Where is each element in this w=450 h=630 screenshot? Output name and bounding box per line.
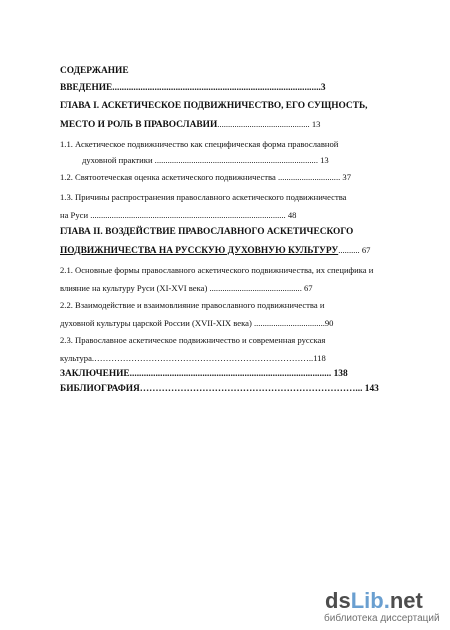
toc-entry-1-3-line1: 1.3. Причины распространения православного аскетического подвижничества xyxy=(60,192,347,202)
toc-entry-conclusion: ЗАКЛЮЧЕНИЕ...................................................................................... 138 xyxy=(60,369,348,379)
toc-entry-2-1-line1: 2.1. Основные формы православного аскетического подвижничества, их специфика и xyxy=(60,265,374,275)
watermark-logo: dsLib.net xyxy=(325,588,423,613)
toc-entry-1-1-line2: духовной практики ............................................................................ 13 xyxy=(82,155,329,165)
toc-entry-2-1-line2: влияние на культуру Руси (XI-XVI века) ........................................... 67 xyxy=(60,283,313,293)
toc-entry-intro: ВВЕДЕНИЕ.........................................................................................3 xyxy=(60,83,326,93)
toc-entry-1-2: 1.2. Святоотеческая оценка аскетического подвижничества ............................. 37 xyxy=(60,172,351,182)
toc-entry-1-1-line1: 1.1. Аскетическое подвижничество как специфическая форма православной xyxy=(60,139,339,149)
watermark xyxy=(324,589,449,627)
toc-entry-2-2-line1: 2.2. Взаимодействие и взаимовлияние православного подвижничества и xyxy=(60,300,325,310)
toc-entry-chapter1-line2 xyxy=(60,119,320,131)
toc-entry-chapter2-line2 xyxy=(60,245,370,257)
toc-entry-2-3-line1: 2.3. Православное аскетическое подвижничество и современная русская xyxy=(60,335,326,345)
chapter1-page-ref: ........................................... 13 xyxy=(217,119,321,129)
toc-entry-2-2-line2: духовной культуры царской России (XVII-XIX века) .................................90 xyxy=(60,318,334,328)
chapter2-title-part: ПОДВИЖНИЧЕСТВА НА РУССКУЮ ДУХОВНУЮ КУЛЬТУРУ xyxy=(60,246,339,256)
chapter2-page-ref: .......... 67 xyxy=(338,245,371,255)
toc-entry-1-3-line2: на Руси ........................................................................................... 48 xyxy=(60,210,297,220)
chapter1-title-part: МЕСТО И РОЛЬ В ПРАВОСЛАВИИ xyxy=(60,120,218,130)
toc-entry-chapter1-line1: ГЛАВА I. АСКЕТИЧЕСКОЕ ПОДВИЖНИЧЕСТВО, ЕГО СУЩНОСТЬ, xyxy=(60,101,368,111)
toc-entry-bibliography: БИБЛИОГРАФИЯ……………………………………………………………... 143 xyxy=(60,384,379,394)
toc-entry-2-3-line2: культура.…………………………………………………………………..118 xyxy=(60,353,326,363)
toc-heading: СОДЕРЖАНИЕ xyxy=(60,66,129,76)
toc-entry-chapter2-line1: ГЛАВА II. ВОЗДЕЙСТВИЕ ПРАВОСЛАВНОГО АСКЕТИЧЕСКОГО xyxy=(60,227,354,237)
watermark-subtitle: библиотека диссертаций xyxy=(324,613,440,624)
